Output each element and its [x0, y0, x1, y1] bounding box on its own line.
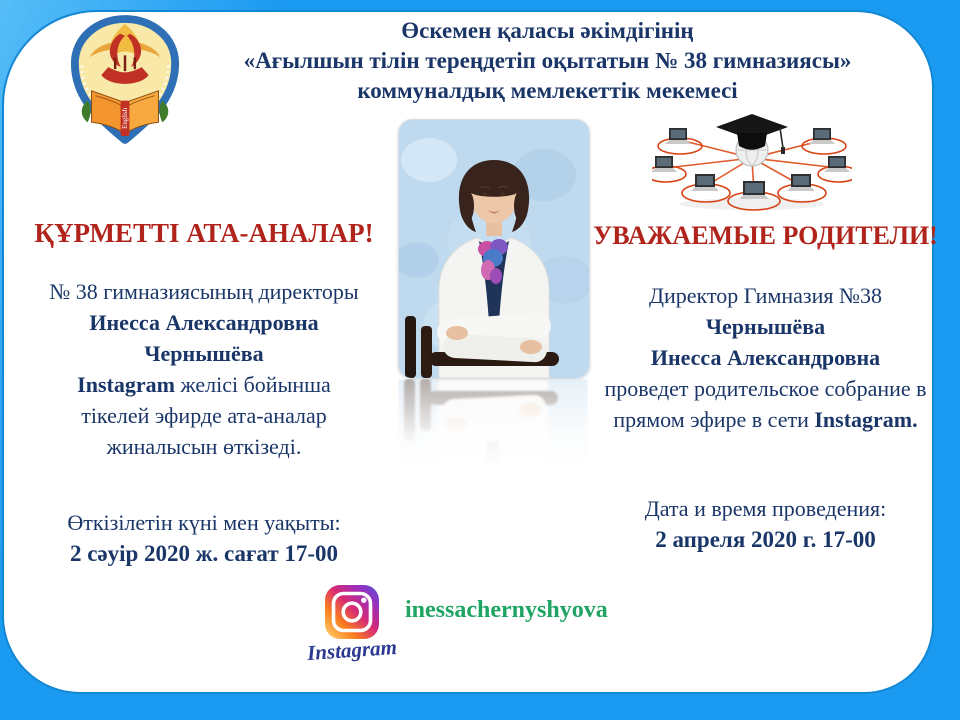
left-instagram-word: Instagram	[77, 372, 175, 397]
right-datetime-label: Дата и время проведения:	[644, 496, 887, 521]
left-datetime-value: 2 сәуір 2020 ж. сағат 17-00	[69, 541, 339, 566]
left-director-name-2: Чернышёва	[144, 341, 264, 366]
right-body-line-2: проведет родительское собрание в	[604, 376, 927, 401]
left-intro: № 38 гимназиясының директоры	[49, 279, 359, 304]
right-heading: УВАЖАЕМЫЕ РОДИТЕЛИ!	[593, 221, 938, 250]
left-director-name-1: Инесса Александровна	[89, 310, 319, 335]
right-datetime-value: 2 апреля 2020 г. 17-00	[655, 527, 876, 552]
right-director-name-1: Чернышёва	[705, 314, 826, 339]
logo-book-label: English	[121, 107, 129, 129]
right-instagram-word: Instagram.	[814, 407, 918, 432]
photo-reflection	[398, 379, 588, 465]
left-body-line-2: тікелей эфирде ата-аналар	[81, 403, 327, 428]
left-after-instagram: желісі бойынша	[174, 372, 331, 397]
left-heading: ҚҰРМЕТТІ АТА-АНАЛАР!	[34, 218, 374, 248]
instagram-wordmark: Instagram	[306, 634, 398, 666]
right-director-name-2: Инесса Александровна	[650, 345, 881, 370]
left-body-line-3: жиналысын өткізеді.	[106, 434, 302, 459]
right-section	[583, 221, 948, 556]
right-body-line-3-prefix: прямом эфире в сети	[613, 407, 815, 432]
left-datetime-label: Өткізілетін күні мен уақыты:	[67, 510, 341, 535]
left-section	[18, 218, 390, 570]
reflection-fade	[398, 379, 588, 465]
elearning-network-icon	[652, 100, 852, 215]
director-photo	[398, 119, 590, 379]
right-body-line-3	[583, 404, 948, 435]
title-line-1: Өскемен қаласы әкімдігінің	[401, 18, 694, 43]
right-intro: Директор Гимназия №38	[649, 283, 882, 308]
page-title	[150, 16, 945, 106]
instagram-icon[interactable]	[324, 584, 380, 640]
left-body-line-1	[18, 369, 390, 400]
title-line-2: «Ағылшын тілін тереңдетіп оқытатын № 38 гимназиясы»	[243, 48, 852, 73]
instagram-handle[interactable]: inessachernyshyova	[405, 597, 608, 623]
title-line-3: коммуналдық мемлекеттік мекемесі	[357, 78, 738, 103]
